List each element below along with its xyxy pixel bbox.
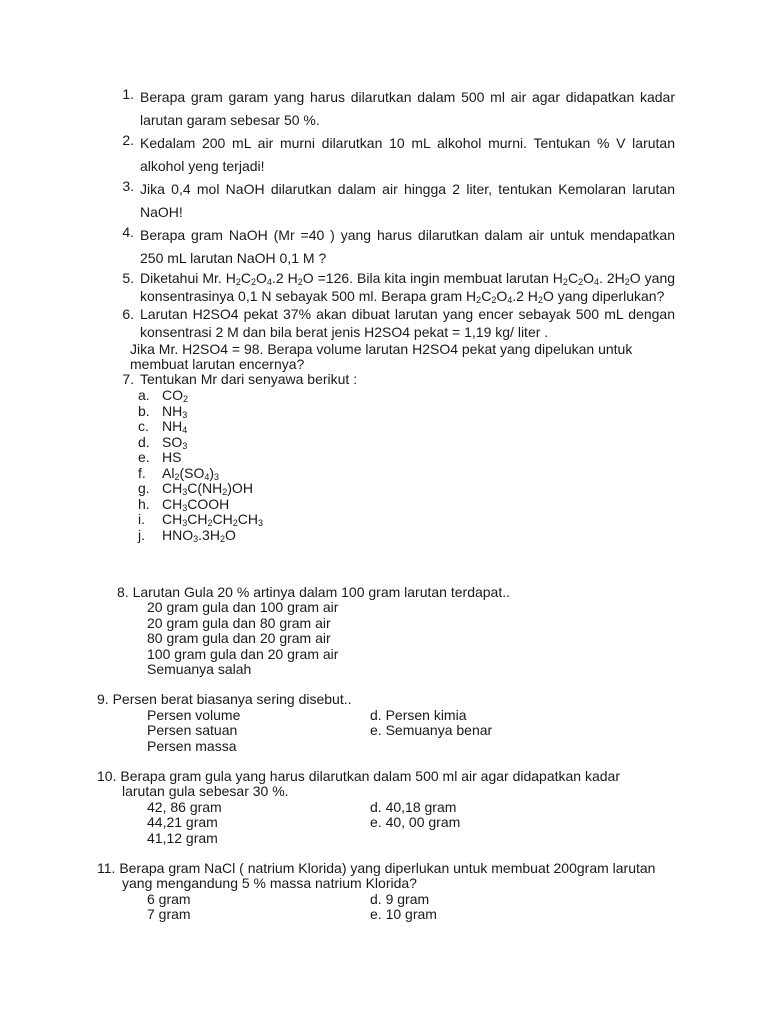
list-item: g. $CH_3C(NH_2)OH$ xyxy=(138,480,253,497)
q11-line1: 11. Berapa gram NaCl ( natrium Klorida) yang diperlukan untuk membuat 200gram larutan xyxy=(97,860,656,876)
q5-text: Diketahui Mr. $H_2C_2O_4.2$ $H_2O =126$. Bila kita ingin membuat larutan $H_2C_2O_4$. $2H_2O$ yang konsentrasinya 0,1 N sebayak 500 ml. Berapa gram $H_2C_2O_4.2$ $H_2O$ yang diperlukan? xyxy=(140,270,676,305)
q3-number: 3. xyxy=(122,178,134,194)
q6-line1: Jika Mr. H2SO4 = 98. Berapa volume larutan H2SO4 pekat yang dipelukan untuk xyxy=(130,341,633,357)
q11-option-b: 7 gram xyxy=(147,906,191,922)
q1-text: Berapa gram garam yang harus dilarutkan dalam 500 ml air agar didapatkan kadar larutan garam sebesar 50 %. xyxy=(140,89,675,128)
q4-text: Berapa gram NaOH (Mr =40 ) yang harus dilarutkan dalam air untuk mendapatkan 250 mL larutan NaOH 0,1 M ? xyxy=(140,227,675,266)
q6-number: 6. xyxy=(122,306,134,322)
q7-text: Tentukan Mr dari senyawa berikut : xyxy=(140,371,358,387)
q7-number: 7. xyxy=(122,371,134,387)
list-item: i. $CH_3CH_2CH_2CH_3$ xyxy=(138,511,263,528)
q9-option-d: d. Persen kimia xyxy=(370,707,467,723)
q9-option-a: Persen volume xyxy=(147,707,241,723)
q5-number: 5. xyxy=(122,270,134,286)
list-item: h. $CH_3COOH$ xyxy=(138,495,230,513)
q8-option: 20 gram gula dan 100 gram air xyxy=(147,599,339,615)
q10-option-b: 44,21 gram xyxy=(147,814,218,830)
q9-option-b: Persen satuan xyxy=(147,722,238,738)
q7-compound-list xyxy=(138,388,263,543)
q10-line2: larutan gula sebesar 30 %. xyxy=(122,783,289,799)
q4-number: 4. xyxy=(122,224,134,240)
q9-option-e: e. Semuanya benar xyxy=(370,722,493,738)
q3-text: Jika 0,4 mol NaOH dilarutkan dalam air hingga 2 liter, tentukan Kemolaran larutan NaOH! xyxy=(140,181,675,220)
q8-text: 8. Larutan Gula 20 % artinya dalam 100 gram larutan terdapat.. xyxy=(117,584,511,600)
q11-option-a: 6 gram xyxy=(147,891,191,907)
q11-line2: yang mengandung 5 % massa natrium Klorida? xyxy=(122,875,417,891)
list-item: a. $CO_2$ xyxy=(138,387,189,404)
q9-text: 9. Persen berat biasanya sering disebut.. xyxy=(97,691,352,707)
list-item: f. $Al_2(SO_4)_3$ xyxy=(138,464,220,482)
q10-option-a: 42, 86 gram xyxy=(147,799,222,815)
q2-text: Kedalam 200 mL air murni dilarutkan 10 mL alkohol murni. Tentukan % V larutan alkohol yeng terjadi! xyxy=(140,135,675,174)
q6-text: Larutan H2SO4 pekat 37% akan dibuat larutan yang encer sebayak 500 mL dengan konsentrasi 2 M dan bila berat jenis H2SO4 pekat = 1,19 kg/ liter . xyxy=(140,306,675,340)
q11-option-d: d. 9 gram xyxy=(370,891,430,907)
q10-option-d: d. 40,18 gram xyxy=(370,799,457,815)
q8-option: 80 gram gula dan 20 gram air xyxy=(147,630,331,646)
list-item: b. $NH_3$ xyxy=(138,402,188,420)
list-item: e. HS xyxy=(138,449,182,465)
q8-option: 100 gram gula dan 20 gram air xyxy=(147,646,339,662)
q1-number: 1. xyxy=(122,86,134,102)
list-item: c. $NH_4$ xyxy=(138,418,188,435)
q8-option: 20 gram gula dan 80 gram air xyxy=(147,615,331,631)
q10-line1: 10. Berapa gram gula yang harus dilarutkan dalam 500 ml air agar didapatkan kadar xyxy=(97,768,620,784)
q10-option-c: 41,12 gram xyxy=(147,830,218,846)
q9-option-c: Persen massa xyxy=(147,738,237,754)
q6-line2: membuat larutan encernya? xyxy=(130,356,305,372)
list-item: d. $SO_3$ xyxy=(138,433,188,451)
q2-number: 2. xyxy=(122,132,134,148)
q8-option: Semuanya salah xyxy=(147,661,252,677)
q10-option-e: e. 40, 00 gram xyxy=(370,814,461,830)
q11-option-e: e. 10 gram xyxy=(370,906,437,922)
list-item: j. $HNO_3.3H_2O$ xyxy=(138,526,236,544)
